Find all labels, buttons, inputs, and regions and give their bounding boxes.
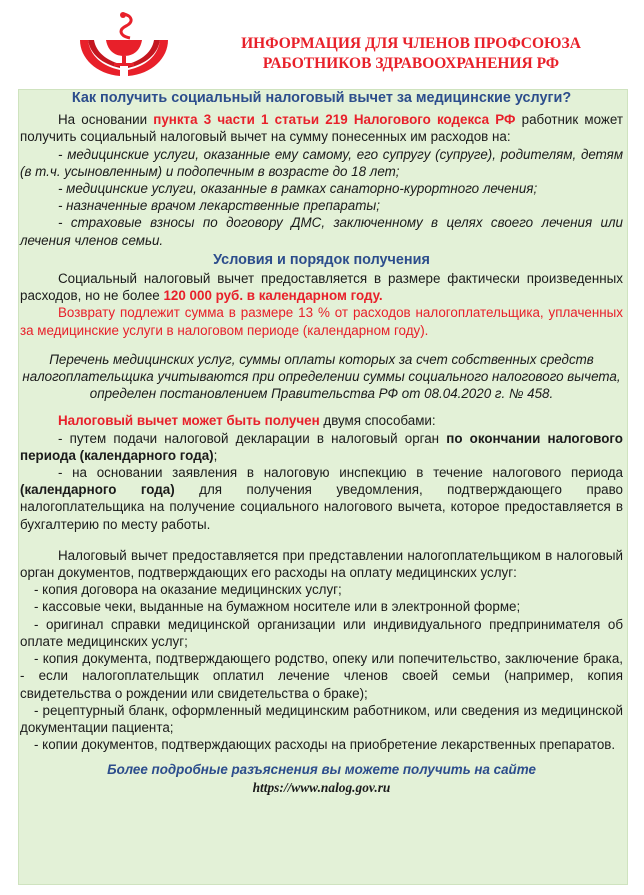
bowl-of-hygieia-in-hands-icon <box>76 10 172 80</box>
ways-text: двумя способами: <box>319 413 436 429</box>
way2-bold: (календарного года) <box>20 482 175 498</box>
way1-text: - путем подачи налоговой декларации в налоговый орган <box>58 430 447 446</box>
way-item-application <box>20 464 623 533</box>
refund-paragraph: Возврату подлежит сумма в размере 13 % от расходов налогоплательщика, уплаченных за медицинские услуги в налоговом периоде (календарном году). <box>20 305 623 338</box>
intro-text-end: работник может получить социальный налоговый вычет на сумму понесенных им расходов на: <box>20 112 623 145</box>
documents-intro: Налоговый вычет предоставляется при представлении налогоплательщиком в налоговый орган документов, подтверждающих его расходы на оплату медицинских услуг: <box>20 547 623 581</box>
section-heading-conditions: Условия и порядок получения <box>213 251 430 268</box>
way1-bold: по окончании налогового периода (календарного года) <box>20 430 623 463</box>
limit-amount: 120 000 руб. в календарном году. <box>163 288 383 304</box>
way1-end: ; <box>213 447 218 463</box>
content <box>20 90 623 796</box>
title-line-1: ИНФОРМАЦИЯ ДЛЯ ЧЛЕНОВ ПРОФСОЮЗА <box>241 35 581 52</box>
services-list-note: Перечень медицинских услуг, суммы оплаты которых за счет собственных средств налогоплательщика учитываются при определении суммы социального налогового вычета, определен постановлением Правительства РФ от 08.04.2020 г. № 458. <box>22 351 621 402</box>
document-item: - кассовые чеки, выданные на бумажном носителе или в электронной форме; <box>34 599 521 615</box>
intro-text: На основании <box>58 112 154 128</box>
limit-paragraph <box>20 270 623 304</box>
footer-url-link[interactable]: https://www.nalog.gov.ru <box>252 779 391 795</box>
expense-item: - назначенные врачом лекарственные препараты; <box>58 198 380 214</box>
document-item: - оригинал справки медицинской организации или индивидуального предпринимателя об оплате медицинских услуг; <box>20 616 623 649</box>
footer-note: Более подробные разъяснения вы можете получить на сайте <box>107 762 536 778</box>
expense-item: - медицинские услуги, оказанные ему самому, его супругу (супруге), родителям, детям (в т.ч. усыновленным) и подопечным в возрасте до 18 лет; <box>20 146 623 179</box>
document-item: - рецептурный бланк, оформленный медицинским работником, или сведения из медицинской документации пациента; <box>20 702 623 735</box>
way2-text: - на основании заявления в налоговую инспекцию в течение налогового периода <box>58 465 623 481</box>
ways-paragraph <box>20 412 623 429</box>
intro-paragraph <box>20 111 623 145</box>
expense-item: - страховые взносы по договору ДМС, заключенному в целях своего лечения или лечения членов семьи. <box>20 215 623 248</box>
section-heading-deduction: Как получить социальный налоговый вычет за медицинские услуги? <box>71 90 572 106</box>
document-item: - копия документа, подтверждающего родство, опеку или попечительство, заключение брака, - если налогоплательщик оплатил лечение членов своей семьи (например, копия свидетельства о рождении или свидетельства о браке); <box>20 651 623 701</box>
page-title <box>186 34 636 74</box>
ways-lead: Налоговый вычет может быть получен <box>58 413 320 429</box>
document-item: - копии документов, подтверждающих расходы на приобретение лекарственных препаратов. <box>34 737 616 753</box>
limit-text: Социальный налоговый вычет предоставляется в размере фактически произведенных расходов, но не более <box>20 271 623 304</box>
title-line-2: РАБОТНИКОВ ЗДРАВООХРАНЕНИЯ РФ <box>262 55 560 72</box>
document-item: - копия договора на оказание медицинских услуг; <box>34 582 342 598</box>
way-item-declaration <box>20 430 623 464</box>
expense-item: - медицинские услуги, оказанные в рамках санаторно-курортного лечения; <box>58 181 538 197</box>
header <box>0 0 644 90</box>
way2-end: для получения уведомления, подтверждающего право налогоплательщика на получение социального налогового вычета, которое предоставляется в бухгалтерию по месту работы. <box>20 482 623 532</box>
law-reference: пункта 3 части 1 статьи 219 Налогового кодекса РФ <box>153 112 516 128</box>
